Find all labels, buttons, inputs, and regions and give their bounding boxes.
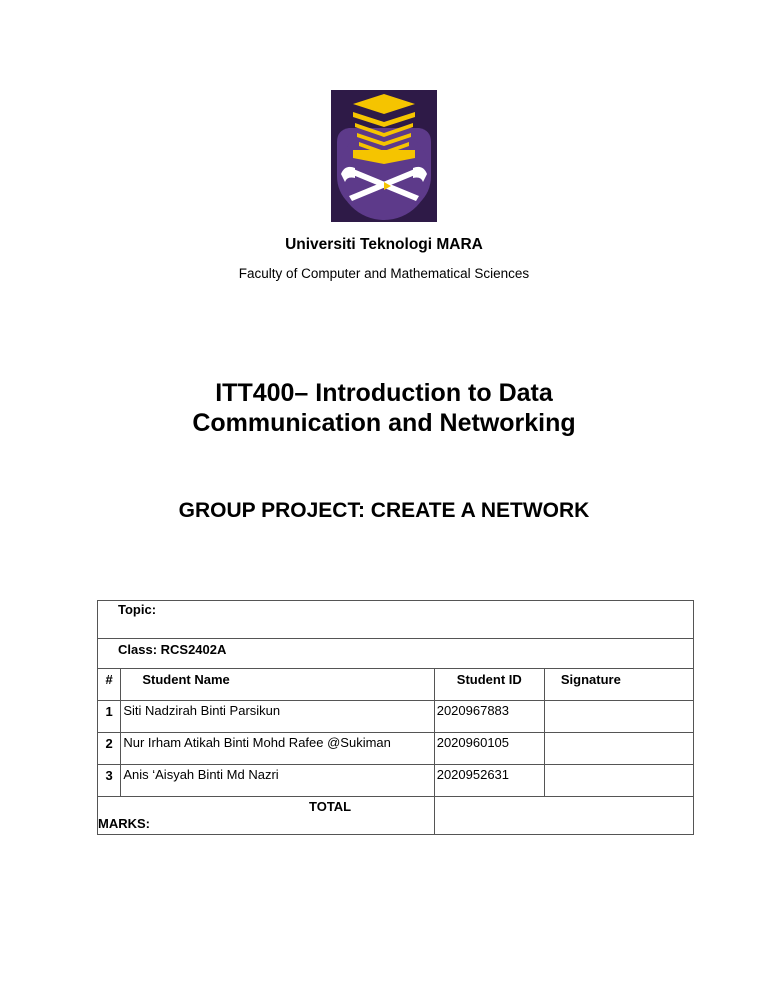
faculty-name: Faculty of Computer and Mathematical Sciences [238, 266, 530, 281]
cover-info-table [97, 600, 694, 835]
student-name: Siti Nadzirah Binti Parsikun [121, 701, 434, 733]
column-header-signature: Signature [544, 669, 693, 701]
total-marks-row [98, 797, 694, 835]
total-label-line-2: MARKS: [98, 816, 150, 831]
student-name: Anis ‘Aisyah Binti Md Nazri [121, 765, 434, 797]
student-name: Nur Irham Atikah Binti Mohd Rafee @Sukiman [121, 733, 434, 765]
total-marks-value [434, 797, 693, 835]
table-row [98, 733, 694, 765]
row-number: 1 [98, 701, 121, 733]
table-row [98, 765, 694, 797]
column-header-number: # [98, 669, 121, 701]
row-number: 2 [98, 733, 121, 765]
student-id: 2020960105 [434, 733, 544, 765]
total-label-line-1: TOTAL [309, 799, 352, 814]
column-header-row [98, 669, 694, 701]
course-title-line-1: ITT400– Introduction to Data [215, 379, 553, 407]
course-title-line-2: Communication and Networking [192, 409, 576, 437]
signature-cell [544, 765, 693, 797]
total-marks-label [98, 797, 435, 835]
project-title: GROUP PROJECT: CREATE A NETWORK [178, 499, 590, 522]
topic-row [98, 601, 694, 639]
student-id: 2020967883 [434, 701, 544, 733]
signature-cell [544, 733, 693, 765]
class-label: Class: RCS2402A [98, 639, 694, 669]
university-name: Universiti Teknologi MARA [285, 236, 483, 253]
class-row [98, 639, 694, 669]
uitm-logo [331, 90, 437, 222]
column-header-student-id: Student ID [434, 669, 544, 701]
signature-cell [544, 701, 693, 733]
course-title [0, 378, 768, 438]
student-id: 2020952631 [434, 765, 544, 797]
table-row [98, 701, 694, 733]
topic-label: Topic: [98, 601, 694, 639]
row-number: 3 [98, 765, 121, 797]
column-header-student-name: Student Name [121, 669, 434, 701]
